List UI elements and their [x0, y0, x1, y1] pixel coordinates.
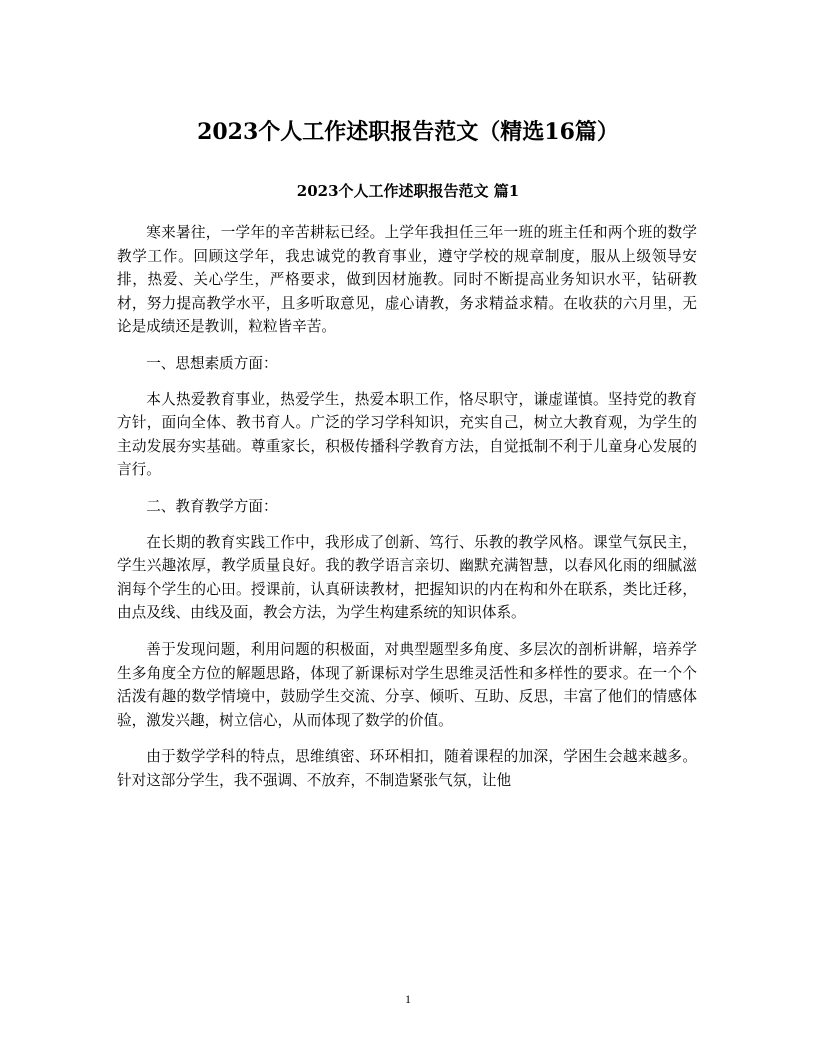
paragraph-intro: 寒来暑往，一学年的辛苦耕耘已经。上学年我担任三年一班的班主任和两个班的数学教学工作。回顾这学年，我忠诚党的教育事业，遵守学校的规章制度，服从上级领导安排，热爱、关心学生，严格要求，做到因材施教。同时不断提高业务知识水平，钻研教材，努力提高教学水平，且多听取意见，虚心请教，务求精益求精。在收获的六月里，无论是成绩还是教训，粒粒皆辛苦。	[117, 224, 697, 336]
paragraph-ideology: 本人热爱教育事业，热爱学生，热爱本职工作，恪尽职守，谦虚谨慎。坚持党的教育方针，面向全体、教书育人。广泛的学习学科知识，充实自己，树立大教育观，为学生的主动发展夯实基础。尊重家长，积极传播科学教育方法，自觉抵制不利于儿童身心发展的言行。	[117, 390, 697, 479]
document-body	[117, 221, 697, 805]
section-title: 2023个人工作述职报告范文 篇1	[296, 182, 520, 200]
paragraph-heading-teaching: 二、教育教学方面：	[146, 497, 278, 515]
paragraph-struggling-students: 由于数学学科的特点，思维缜密、环环相扣，随着课程的加深，学困生会越来越多。针对这部分学生，我不强调、不放弃，不制造紧张气氛，让他	[117, 748, 697, 789]
document-title: 2023个人工作述职报告范文（精选16篇）	[197, 119, 619, 145]
paragraph-teaching-style: 在长期的教育实践工作中，我形成了创新、笃行、乐教的教学风格。课堂气氛民主，学生兴趣浓厚，教学质量良好。我的教学语言亲切、幽默充满智慧，以春风化雨的细腻滋润每个学生的心田。授课前，认真研读教材，把握知识的内在构和外在联系，类比迁移，由点及线、由线及面，教会方法，为学生构建系统的知识体系。	[117, 533, 697, 622]
page-number: 1	[405, 992, 411, 1006]
paragraph-heading-ideology: 一、思想素质方面：	[146, 354, 278, 372]
paragraph-problem-solving: 善于发现问题，利用问题的积极面，对典型题型多角度、多层次的剖析讲解，培养学生多角度全方位的解题思路，体现了新课标对学生思维灵活性和多样性的要求。在一个个活泼有趣的数学情境中，鼓励学生交流、分享、倾听、互助、反思，丰富了他们的情感体验，激发兴趣，树立信心，从而体现了数学的价值。	[117, 640, 697, 729]
